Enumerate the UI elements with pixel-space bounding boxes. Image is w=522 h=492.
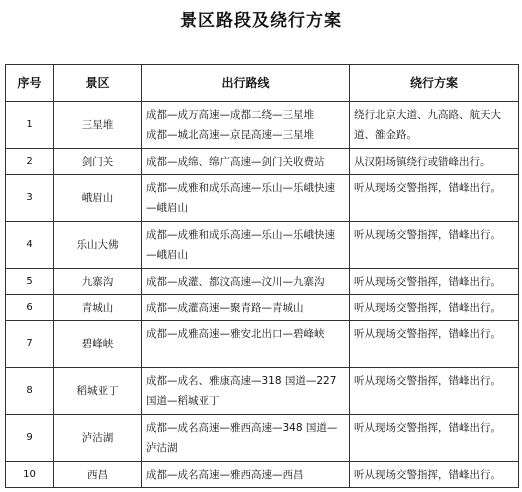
cell-route: 成都—成名高速—雅西高速—西昌 [142, 462, 350, 488]
cell-plan: 听从现场交警指挥，错峰出行。 [350, 269, 519, 295]
cell-route: 成都—成名、雅康高速—318 国道—227 国道—稻城亚丁 [142, 368, 350, 415]
cell-route: 成都—成灌高速—聚青路—青城山 [142, 295, 350, 321]
cell-site: 九寨沟 [54, 269, 142, 295]
cell-site: 碧峰峡 [54, 321, 142, 368]
cell-route: 成都—成雅和成乐高速—乐山—乐峨快速—峨眉山 [142, 222, 350, 269]
cell-no: 6 [6, 295, 54, 321]
table-row [6, 102, 519, 149]
table-row [6, 462, 519, 488]
cell-no: 9 [6, 415, 54, 462]
cell-site: 稻城亚丁 [54, 368, 142, 415]
page-title: 景区路段及绕行方案 [180, 11, 342, 31]
header-site: 景区 [54, 65, 142, 102]
cell-no: 4 [6, 222, 54, 269]
table-header-row [6, 65, 519, 102]
cell-plan: 听从现场交警指挥，错峰出行。 [350, 175, 519, 222]
table-row [6, 295, 519, 321]
cell-site: 三星堆 [54, 102, 142, 149]
cell-route: 成都—成万高速—成都二绕—三星堆 成都—城北高速—京昆高速—三星堆 [142, 102, 350, 149]
cell-no: 1 [6, 102, 54, 149]
cell-plan: 听从现场交警指挥，错峰出行。 [350, 222, 519, 269]
header-plan: 绕行方案 [350, 65, 519, 102]
cell-plan: 听从现场交警指挥，错峰出行。 [350, 462, 519, 488]
cell-plan: 绕行北京大道、九高路、航天大道、雒金路。 [350, 102, 519, 149]
cell-no: 3 [6, 175, 54, 222]
cell-plan: 听从现场交警指挥，错峰出行。 [350, 415, 519, 462]
header-route: 出行路线 [142, 65, 350, 102]
cell-site: 乐山大佛 [54, 222, 142, 269]
table-row [6, 269, 519, 295]
cell-no: 10 [6, 462, 54, 488]
cell-route: 成都—成雅高速—雅安北出口—碧峰峡 [142, 321, 350, 368]
cell-route: 成都—成雅和成乐高速—乐山—乐峨快速—峨眉山 [142, 175, 350, 222]
table-row [6, 222, 519, 269]
table-row [6, 149, 519, 175]
table-row [6, 175, 519, 222]
cell-site: 峨眉山 [54, 175, 142, 222]
cell-no: 5 [6, 269, 54, 295]
cell-plan: 听从现场交警指挥，错峰出行。 [350, 368, 519, 415]
cell-site: 剑门关 [54, 149, 142, 175]
table-row [6, 321, 519, 368]
cell-site: 泸沽湖 [54, 415, 142, 462]
cell-no: 2 [6, 149, 54, 175]
cell-route: 成都—成灌、都汶高速—汶川—九寨沟 [142, 269, 350, 295]
table-row [6, 415, 519, 462]
cell-plan: 从汉阳场镇绕行或错峰出行。 [350, 149, 519, 175]
cell-no: 7 [6, 321, 54, 368]
cell-plan: 听从现场交警指挥，错峰出行。 [350, 321, 519, 368]
header-no: 序号 [6, 65, 54, 102]
cell-site: 西昌 [54, 462, 142, 488]
cell-route: 成都—成名高速—雅西高速—348 国道—泸沽湖 [142, 415, 350, 462]
cell-route: 成都—成绵、绵广高速—剑门关收费站 [142, 149, 350, 175]
cell-site: 青城山 [54, 295, 142, 321]
table-row [6, 368, 519, 415]
cell-no: 8 [6, 368, 54, 415]
cell-plan: 听从现场交警指挥，错峰出行。 [350, 295, 519, 321]
route-table [5, 64, 519, 488]
